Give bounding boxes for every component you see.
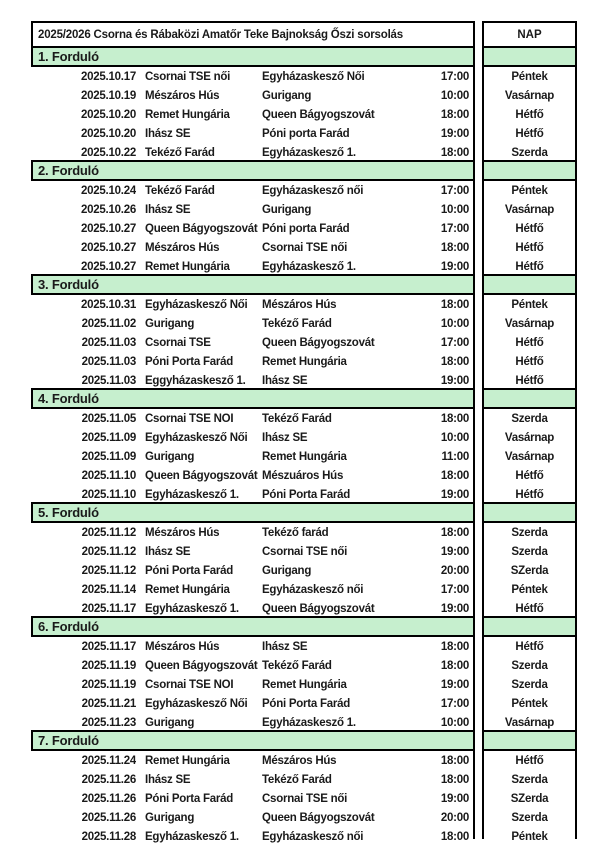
round-matches — [31, 523, 475, 618]
match-time: 17:00 — [440, 697, 469, 710]
match-row — [31, 580, 473, 599]
round-header — [31, 46, 475, 67]
day-rows — [482, 67, 577, 162]
match-time: 17:00 — [440, 583, 469, 596]
day-section-spacer — [482, 616, 577, 637]
away-team: Egyházaskesző 1. — [262, 260, 356, 273]
day-rows — [482, 295, 577, 390]
away-team: Queen Bágyogszovát — [262, 811, 375, 824]
match-date: 2025.10.26 — [80, 203, 136, 216]
round-section — [31, 160, 475, 276]
day-section-spacer — [482, 730, 577, 751]
match-row — [31, 314, 473, 333]
home-team: Queen Bágyogszovát — [145, 659, 258, 672]
away-team: Ihász SE — [262, 374, 308, 387]
match-row — [31, 694, 473, 713]
match-row — [31, 789, 473, 808]
match-day: SZerda — [510, 564, 549, 577]
match-time: 10:00 — [440, 431, 469, 444]
home-team: Gurigang — [145, 317, 195, 330]
match-time: 17:00 — [440, 222, 469, 235]
match-time: 17:00 — [440, 70, 469, 83]
match-date: 2025.11.26 — [81, 773, 136, 786]
home-team: Egyházaskesző Női — [145, 697, 248, 710]
round-matches — [31, 751, 475, 843]
away-team: Csornai TSE női — [262, 241, 348, 254]
away-team: Egyházaskesző 1. — [262, 716, 356, 729]
match-day: Szerda — [511, 146, 548, 159]
away-team: Queen Bágyogszovát — [262, 108, 375, 121]
round-section — [31, 730, 475, 843]
match-row — [31, 295, 473, 314]
match-date: 2025.11.09 — [81, 450, 136, 463]
match-day: Péntek — [511, 298, 548, 311]
match-day: Hétfő — [515, 602, 544, 615]
match-date: 2025.11.02 — [81, 317, 136, 330]
match-date: 2025.11.12 — [81, 526, 136, 539]
match-row — [31, 105, 473, 124]
round-matches — [31, 637, 475, 732]
away-team: Póni Porta Farád — [262, 697, 351, 710]
match-date: 2025.10.31 — [80, 298, 136, 311]
match-time: 18:00 — [440, 830, 469, 843]
match-day: Hétfő — [515, 469, 544, 482]
away-team: Gurigang — [262, 203, 312, 216]
round-header — [31, 616, 475, 637]
match-date: 2025.11.26 — [81, 811, 136, 824]
match-row — [31, 238, 473, 257]
match-day: Szerda — [511, 412, 548, 425]
match-time: 10:00 — [440, 203, 469, 216]
home-team: Remet Hungária — [145, 108, 230, 121]
away-team: Gurigang — [262, 564, 312, 577]
day-section — [482, 388, 577, 504]
round-label: 3. Forduló — [38, 277, 99, 292]
round-matches — [31, 181, 475, 276]
home-team: Ihász SE — [145, 545, 191, 558]
match-time: 19:00 — [440, 678, 469, 691]
match-row — [31, 637, 473, 656]
match-time: 19:00 — [440, 127, 469, 140]
home-team: Póni Porta Farád — [145, 355, 234, 368]
match-day: Szerda — [511, 678, 548, 691]
match-time: 18:00 — [440, 754, 469, 767]
round-label: 6. Forduló — [38, 619, 99, 634]
away-team: Tekéző farád — [262, 526, 329, 539]
match-day: Péntek — [511, 830, 548, 843]
day-section-spacer — [482, 274, 577, 295]
home-team: Gurigang — [145, 716, 195, 729]
away-team: Egyházaskesző női — [262, 830, 364, 843]
home-team: Ihász SE — [145, 127, 191, 140]
match-date: 2025.11.10 — [81, 488, 136, 501]
match-day: Vasárnap — [504, 89, 555, 102]
match-day: SZerda — [510, 792, 549, 805]
match-row — [31, 333, 473, 352]
away-team: Csornai TSE női — [262, 545, 348, 558]
day-section — [482, 616, 577, 732]
match-row — [31, 352, 473, 371]
match-row — [31, 447, 473, 466]
match-row — [31, 181, 473, 200]
round-section — [31, 502, 475, 618]
home-team: Mészáros Hús — [145, 241, 220, 254]
match-time: 18:00 — [440, 526, 469, 539]
match-time: 19:00 — [440, 545, 469, 558]
match-date: 2025.11.05 — [81, 412, 136, 425]
match-date: 2025.10.27 — [80, 260, 136, 273]
match-row — [31, 409, 473, 428]
day-rows — [482, 523, 577, 618]
match-date: 2025.11.28 — [81, 830, 136, 843]
schedule-layout — [31, 21, 577, 843]
match-day: Vasárnap — [504, 317, 555, 330]
match-date: 2025.10.27 — [80, 222, 136, 235]
round-matches — [31, 295, 475, 390]
match-time: 19:00 — [440, 602, 469, 615]
match-time: 20:00 — [440, 811, 469, 824]
match-time: 10:00 — [440, 716, 469, 729]
round-section — [31, 616, 475, 732]
match-row — [31, 428, 473, 447]
match-time: 19:00 — [440, 792, 469, 805]
away-team: Remet Hungária — [262, 355, 347, 368]
match-date: 2025.11.12 — [81, 545, 136, 558]
away-team: Tekéző Farád — [262, 659, 332, 672]
home-team: Póni Porta Farád — [145, 792, 234, 805]
home-team: Csornai TSE női — [145, 70, 231, 83]
match-date: 2025.11.03 — [81, 374, 136, 387]
home-team: Eggyházaskesző 1. — [145, 374, 246, 387]
match-time: 11:00 — [441, 450, 469, 463]
match-time: 19:00 — [440, 260, 469, 273]
match-row — [31, 67, 473, 86]
home-team: Tekéző Farád — [145, 184, 215, 197]
match-time: 18:00 — [440, 640, 469, 653]
round-label: 2. Forduló — [38, 163, 99, 178]
home-team: Tekéző Farád — [145, 146, 215, 159]
match-date: 2025.11.10 — [81, 469, 136, 482]
match-day: Péntek — [511, 184, 548, 197]
round-header — [31, 160, 475, 181]
home-team: Gurigang — [145, 811, 195, 824]
match-day: Hétfő — [515, 127, 544, 140]
match-date: 2025.11.26 — [81, 792, 136, 805]
match-row — [31, 675, 473, 694]
match-date: 2025.10.22 — [80, 146, 136, 159]
match-date: 2025.11.21 — [81, 697, 136, 710]
match-day: Hétfő — [515, 108, 544, 121]
home-team: Csornai TSE — [145, 336, 211, 349]
match-date: 2025.10.19 — [80, 89, 136, 102]
away-team: Póni porta Farád — [262, 127, 350, 140]
match-row — [31, 466, 473, 485]
match-time: 18:00 — [440, 412, 469, 425]
day-rows — [482, 751, 577, 843]
match-day: Vasárnap — [504, 431, 555, 444]
match-date: 2025.11.17 — [81, 602, 136, 615]
match-time: 18:00 — [440, 469, 469, 482]
home-team: Remet Hungária — [145, 583, 230, 596]
match-day: Szerda — [511, 811, 548, 824]
match-date: 2025.10.27 — [80, 241, 136, 254]
day-column-header: NAP — [482, 21, 577, 48]
match-time: 17:00 — [440, 336, 469, 349]
round-matches — [31, 67, 475, 162]
match-time: 10:00 — [440, 89, 469, 102]
away-team: Ihász SE — [262, 640, 308, 653]
home-team: Remet Hungária — [145, 260, 230, 273]
match-day: Szerda — [511, 526, 548, 539]
away-team: Póni porta Farád — [262, 222, 350, 235]
match-time: 20:00 — [440, 564, 469, 577]
match-day: Hétfő — [515, 355, 544, 368]
match-day: Hétfő — [515, 754, 544, 767]
home-team: Mészáros Hús — [145, 526, 220, 539]
match-row — [31, 808, 473, 827]
away-team: Tekéző Farád — [262, 412, 332, 425]
match-date: 2025.11.17 — [81, 640, 136, 653]
match-time: 10:00 — [440, 317, 469, 330]
day-rows — [482, 637, 577, 732]
page-title: 2025/2026 Csorna és Rábaközi Amatőr Teke Bajnokság Őszi sorsolás — [31, 21, 475, 48]
match-day: Péntek — [511, 697, 548, 710]
match-time: 18:00 — [440, 108, 469, 121]
home-team: Mészáros Hús — [145, 640, 220, 653]
match-row — [31, 656, 473, 675]
match-day: Vasárnap — [504, 450, 555, 463]
home-team: Egyházaskesző 1. — [145, 602, 239, 615]
day-rows — [482, 409, 577, 504]
away-team: Ihász SE — [262, 431, 308, 444]
day-section — [482, 730, 577, 843]
match-day: Szerda — [511, 773, 548, 786]
home-team: Ihász SE — [145, 203, 191, 216]
away-team: Remet Hungária — [262, 678, 347, 691]
match-date: 2025.11.19 — [81, 678, 136, 691]
round-section — [31, 388, 475, 504]
match-row — [31, 751, 473, 770]
round-label: 5. Forduló — [38, 505, 99, 520]
match-date: 2025.11.24 — [81, 754, 136, 767]
match-row — [31, 200, 473, 219]
day-section-spacer — [482, 46, 577, 67]
away-team: Egyházaskesző női — [262, 184, 364, 197]
home-team: Gurigang — [145, 450, 195, 463]
home-team: Egyházaskesző Női — [145, 298, 248, 311]
away-team: Egyházaskesző női — [262, 583, 364, 596]
match-row — [31, 561, 473, 580]
match-row — [31, 86, 473, 105]
match-date: 2025.11.09 — [81, 431, 136, 444]
home-team: Mészáros Hús — [145, 89, 220, 102]
home-team: Csornai TSE NŐI — [145, 678, 234, 691]
match-day: Vasárnap — [504, 203, 555, 216]
rounds-container — [31, 46, 475, 843]
match-day: Hétfő — [515, 336, 544, 349]
match-row — [31, 219, 473, 238]
home-team: Remet Hungária — [145, 754, 230, 767]
round-header — [31, 502, 475, 523]
home-team: Ihász SE — [145, 773, 191, 786]
away-team: Egyházaskesző Női — [262, 70, 365, 83]
match-date: 2025.11.23 — [81, 716, 136, 729]
match-row — [31, 523, 473, 542]
match-day: Hétfő — [515, 374, 544, 387]
match-row — [31, 827, 473, 846]
day-section — [482, 160, 577, 276]
round-section — [31, 46, 475, 162]
match-row — [31, 770, 473, 789]
away-team: Csornai TSE női — [262, 792, 348, 805]
match-time: 18:00 — [440, 298, 469, 311]
match-day: Péntek — [511, 70, 548, 83]
match-date: 2025.10.17 — [80, 70, 136, 83]
day-column — [482, 21, 577, 843]
away-team: Egyházaskesző 1. — [262, 146, 356, 159]
away-team: Tekéző Farád — [262, 317, 332, 330]
home-team: Egyházaskesző Női — [145, 431, 248, 444]
home-team: Csornai TSE NŐI — [145, 412, 234, 425]
round-label: 7. Forduló — [38, 733, 99, 748]
match-date: 2025.11.03 — [81, 355, 136, 368]
match-day: Szerda — [511, 659, 548, 672]
away-team: Mészáros Hús — [262, 298, 337, 311]
match-time: 19:00 — [440, 374, 469, 387]
match-date: 2025.11.03 — [81, 336, 136, 349]
away-team: Gurigang — [262, 89, 312, 102]
day-sections-container — [482, 46, 577, 843]
away-team: Póni Porta Farád — [262, 488, 351, 501]
away-team: Remet Hungária — [262, 450, 347, 463]
round-matches — [31, 409, 475, 504]
match-date: 2025.11.19 — [81, 659, 136, 672]
home-team: Egyházaskesző 1. — [145, 830, 239, 843]
round-label: 1. Forduló — [38, 49, 99, 64]
match-day: Hétfő — [515, 640, 544, 653]
home-team: Póni Porta Farád — [145, 564, 234, 577]
match-date: 2025.10.20 — [80, 127, 136, 140]
home-team: Egyházaskesző 1. — [145, 488, 239, 501]
match-row — [31, 542, 473, 561]
match-date: 2025.10.20 — [80, 108, 136, 121]
match-day: Szerda — [511, 545, 548, 558]
home-team: Queen Bágyogszovát — [145, 469, 258, 482]
away-team: Queen Bágyogszovát — [262, 336, 375, 349]
round-label: 4. Forduló — [38, 391, 99, 406]
day-section — [482, 502, 577, 618]
match-day: Hétfő — [515, 241, 544, 254]
away-team: Tekéző Farád — [262, 773, 332, 786]
round-header — [31, 388, 475, 409]
match-date: 2025.10.24 — [80, 184, 136, 197]
day-section-spacer — [482, 502, 577, 523]
away-team: Queen Bágyogszovát — [262, 602, 375, 615]
match-date: 2025.11.14 — [81, 583, 136, 596]
day-rows — [482, 181, 577, 276]
day-section — [482, 274, 577, 390]
match-time: 18:00 — [440, 241, 469, 254]
match-time: 18:00 — [440, 773, 469, 786]
schedule-main-column — [31, 21, 475, 843]
day-section-spacer — [482, 388, 577, 409]
match-time: 18:00 — [440, 146, 469, 159]
match-time: 17:00 — [440, 184, 469, 197]
round-header — [31, 274, 475, 295]
match-day: Péntek — [511, 583, 548, 596]
match-day: Hétfő — [515, 488, 544, 501]
match-row — [31, 124, 473, 143]
match-time: 19:00 — [440, 488, 469, 501]
match-date: 2025.11.12 — [81, 564, 136, 577]
away-team: Mészáros Hús — [262, 754, 337, 767]
round-header — [31, 730, 475, 751]
round-section — [31, 274, 475, 390]
home-team: Queen Bágyogszovát — [145, 222, 258, 235]
away-team: Mészuáros Hús — [262, 469, 344, 482]
match-time: 18:00 — [440, 355, 469, 368]
match-day: Vasárnap — [504, 716, 555, 729]
day-section-spacer — [482, 160, 577, 181]
day-section — [482, 46, 577, 162]
match-day: Hétfő — [515, 222, 544, 235]
match-day: Hétfő — [515, 260, 544, 273]
match-time: 18:00 — [440, 659, 469, 672]
